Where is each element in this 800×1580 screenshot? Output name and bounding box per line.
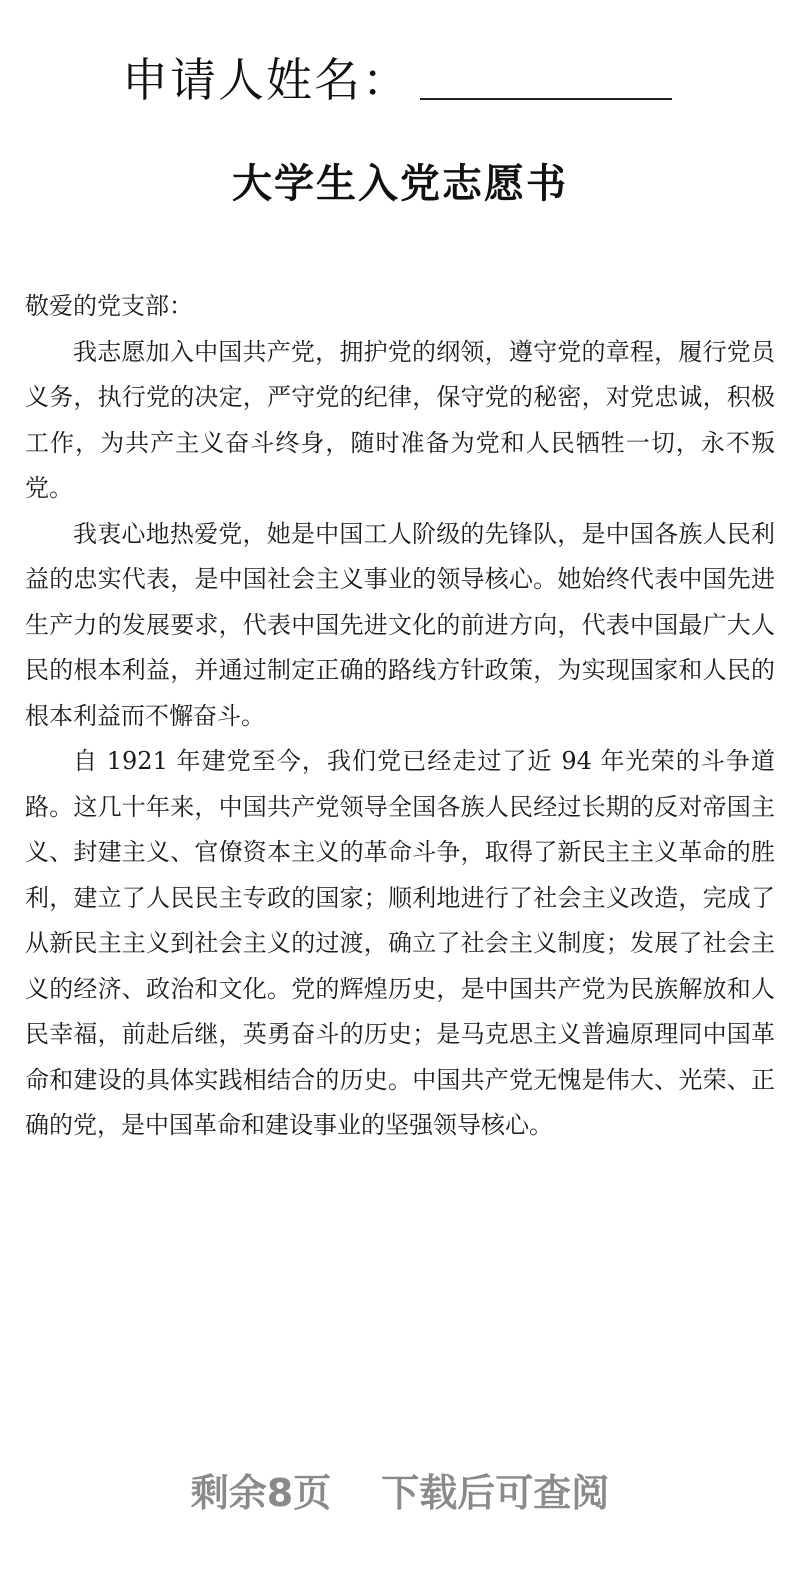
applicant-name-blank-line bbox=[420, 98, 672, 100]
download-prompt[interactable] bbox=[0, 1466, 800, 1520]
salutation: 敬爱的党支部： bbox=[25, 292, 193, 320]
applicant-name-label: 申请人姓名： bbox=[122, 53, 410, 107]
body-paragraph: 自 1921 年建党至今，我们党已经走过了近 94 年光荣的斗争道路。这几十年来，中国共产党领导全国各族人民经过长期的反对帝国主义、封建主义、官僚资本主义的革命斗争，取得了新民主主义革命的胜利，建立了人民民主专政的国家；顺利地进行了社会主义改造，完成了从新民主主义到社会主义的过渡，确立了社会主义制度；发展了社会主义的经济、政治和文化。党的辉煌历史，是中国共产党为民族解放和人民幸福，前赴后继，英勇奋斗的历史；是马克思主义普遍原理同中国革命和建设的具体实践相结合的历史。中国共产党无愧是伟大、光荣、正确的党，是中国革命和建设事业的坚强领导核心。 bbox=[25, 747, 775, 1139]
applicant-name-row bbox=[122, 40, 672, 110]
document-body bbox=[25, 284, 775, 1149]
body-paragraph: 我志愿加入中国共产党，拥护党的纲领，遵守党的章程，履行党员义务，执行党的决定，严守党的纪律，保守党的秘密，对党忠诚，积极工作，为共产主义奋斗终身，随时准备为党和人民牺牲一切，永不叛党。 bbox=[25, 337, 775, 502]
document-title: 大学生入党志愿书 bbox=[232, 161, 568, 207]
remaining-pages-text: 剩余8页 bbox=[190, 1471, 332, 1515]
download-hint-text: 下载后可查阅 bbox=[381, 1471, 610, 1515]
body-paragraph: 我衷心地热爱党，她是中国工人阶级的先锋队，是中国各族人民利益的忠实代表，是中国社会主义事业的领导核心。她始终代表中国先进生产力的发展要求，代表中国先进文化的前进方向，代表中国最广大人民的根本利益，并通过制定正确的路线方针政策，为实现国家和人民的根本利益而不懈奋斗。 bbox=[25, 519, 775, 730]
